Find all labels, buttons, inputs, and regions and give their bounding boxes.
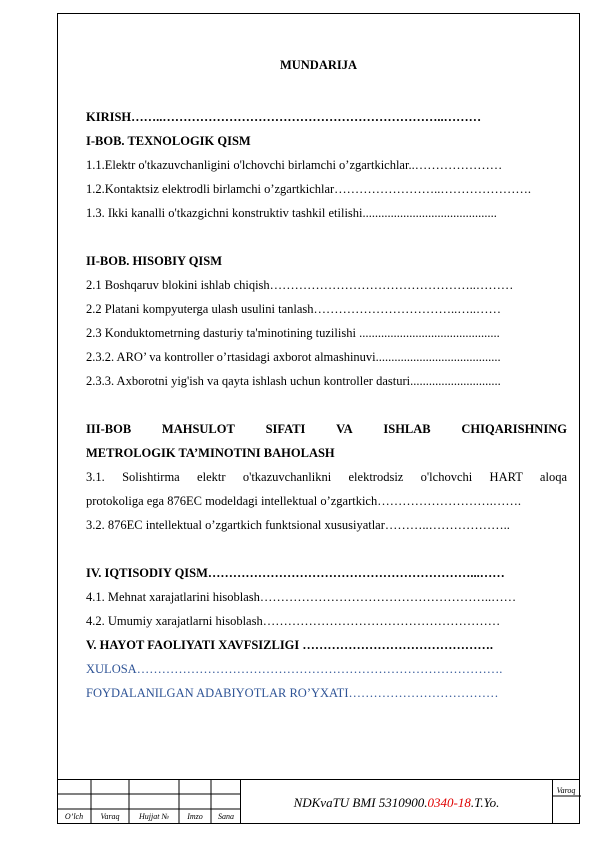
toc-section-1-1[interactable]: 1.1.Elektr o'tkazuvchanligini o'lchovchi birlamchi o’zgartkichlar..………………… (86, 158, 503, 172)
ch3-word: III-BOB (86, 422, 132, 436)
stamp-label-hujjat: Hujjat № (139, 812, 169, 821)
toc-references[interactable]: FOYDALANILGAN ADABIYOTLAR RO’YXATI……………………………… (86, 686, 499, 700)
toc-section-3-2[interactable]: 3.2. 876EC intellektual o’zgartkich funktsional xususiyatlar………..……………….. (86, 518, 510, 532)
page-title: MUNDARIJA (279, 58, 358, 72)
toc-chapter-4[interactable]: IV. IQTISODIY QISM………………………………………………………...…… (86, 566, 505, 580)
document-code-suffix: .T.Yo. (470, 795, 500, 810)
stamp-table (57, 779, 241, 824)
stamp-label-imzo: Imzo (187, 812, 203, 821)
toc-section-2-2[interactable]: 2.2 Platani kompyuterga ulash usulini tanlash……………………………..…..…… (86, 302, 502, 316)
stamp-label-olch: O’lch (64, 812, 84, 821)
ch3-word: CHIQARISHNING (461, 422, 567, 436)
ch3-word: MAHSULOT (161, 422, 235, 436)
toc-chapter-1[interactable]: I-BOB. TEXNOLOGIK QISM (86, 134, 251, 148)
toc-section-1-3[interactable]: 1.3. Ikki kanalli o'tkazgichni konstruktiv tashkil etilishi........................................... (86, 206, 497, 220)
document-code-prefix: NDKvaTU BMI 5310900. (293, 795, 428, 810)
toc-section-2-3-2[interactable]: 2.3.2. ARO’ va kontroller o’rtasidagi axborot almashinuvi........................................ (86, 350, 501, 364)
document-code (241, 795, 552, 811)
toc-chapter-5[interactable]: V. HAYOT FAOLIYATI XAVFSIZLIGI ………………………………………. (86, 638, 494, 652)
toc-section-2-3-3[interactable]: 2.3.3. Axborotni yig'ish va qayta ishlash uchun kontroller dasturi............................. (86, 374, 501, 388)
toc-section-2-3[interactable]: 2.3 Konduktometrning dasturiy ta'minotining tuzilishi ............................................. (86, 326, 500, 340)
toc-section-3-1-line-2[interactable]: protokoliga ega 876EC modeldagi intellektual o’zgartkich……………………….……. (86, 494, 521, 508)
toc-section-4-2[interactable]: 4.2. Umumiy xarajatlarni hisoblash………………………………………………… (86, 614, 501, 628)
toc-section-2-1[interactable]: 2.1 Boshqaruv blokini ishlab chiqish…………………………………………..……… (86, 278, 514, 292)
toc-section-3-1-line-1[interactable]: 3.1. Solishtirma elektr o'tkazuvchanlikni elektrodsiz o'lchovchi HART aloqa (86, 470, 567, 484)
ch3-word: SIFATI (265, 422, 306, 436)
table-of-contents (86, 105, 567, 705)
toc-conclusion[interactable]: XULOSA……………………………………………………………………………. (86, 662, 503, 676)
toc-intro[interactable]: KIRISH……..…………………………………………………………..……… (86, 110, 482, 124)
varoq-label: Varoq (556, 786, 576, 795)
ch3-word: VA (336, 422, 353, 436)
stamp-label-sana: Sana (218, 812, 234, 821)
document-code-number: 0340-18 (427, 795, 471, 810)
ch3-word: ISHLAB (383, 422, 431, 436)
toc-chapter-2[interactable]: II-BOB. HISOBIY QISM (86, 254, 223, 268)
toc-section-1-2[interactable]: 1.2.Kontaktsiz elektrodli birlamchi o’zgartkichlar……………………..…………………. (86, 182, 532, 196)
stamp-label-varaq: Varaq (100, 812, 120, 821)
toc-section-4-1[interactable]: 4.1. Mehnat xarajatlarini hisoblash………………………………………………..…… (86, 590, 517, 604)
toc-chapter-3-line-2[interactable]: METROLOGIK TA’MINOTINI BAHOLASH (86, 446, 335, 460)
toc-chapter-3-line-1[interactable] (86, 417, 567, 441)
